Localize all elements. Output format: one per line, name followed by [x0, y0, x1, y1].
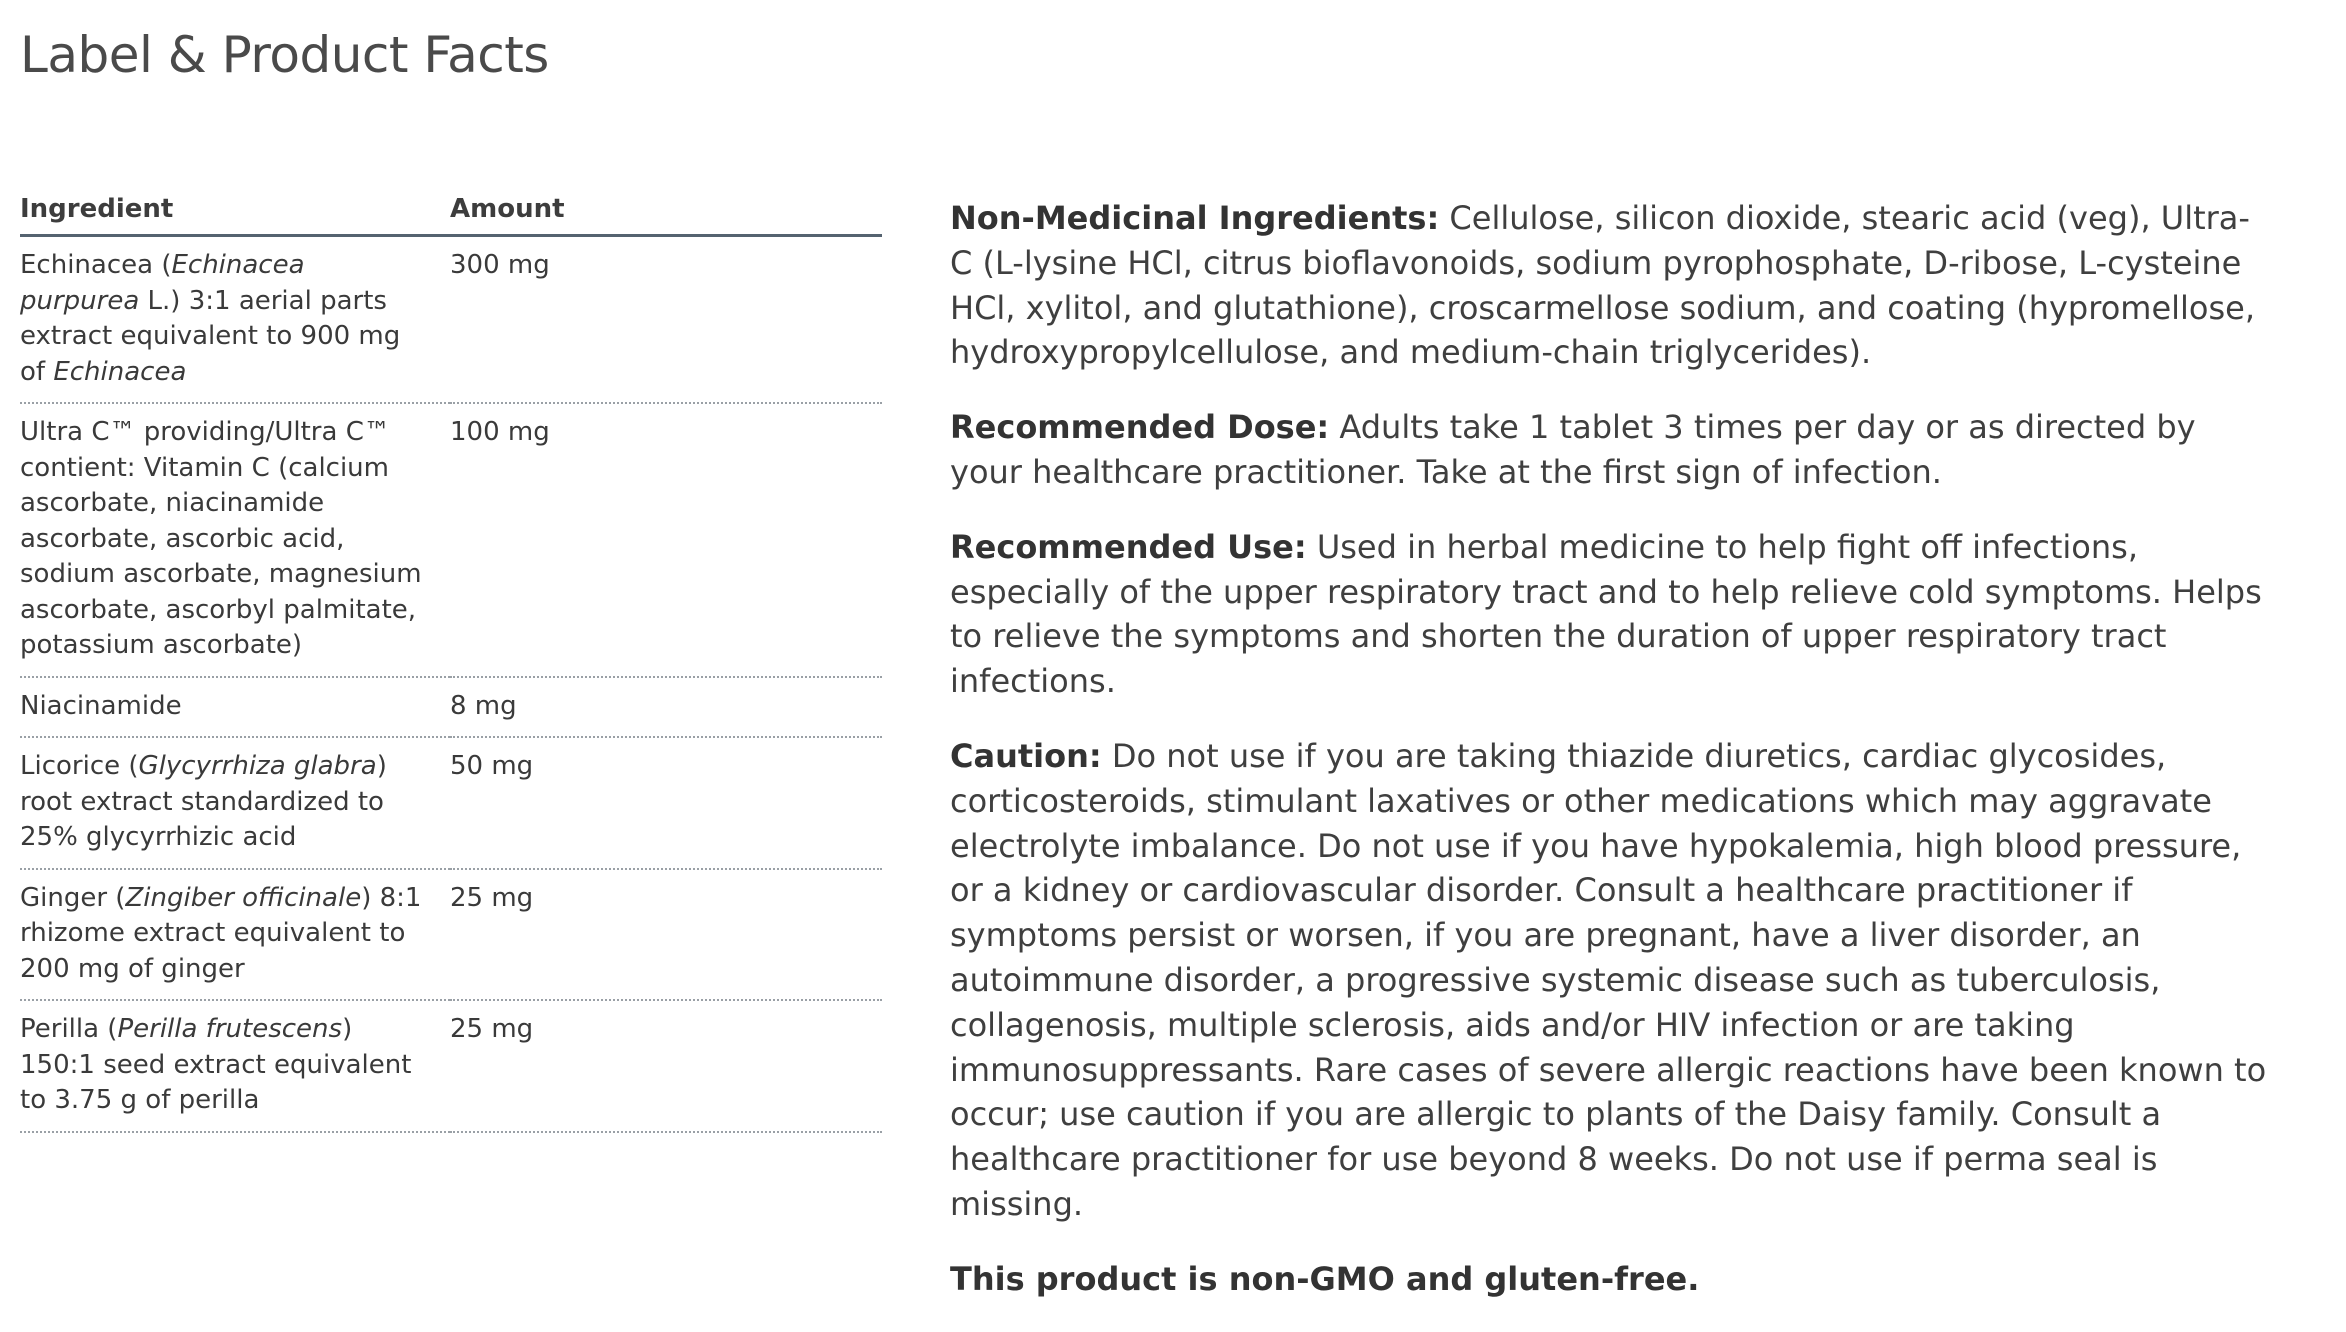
non-medicinal-label: Non-Medicinal Ingredients:: [950, 199, 1440, 237]
ingredient-text: Perilla (: [20, 1014, 118, 1044]
amount-cell: 25 mg: [450, 869, 882, 1001]
recommended-use-label: Recommended Use:: [950, 527, 1307, 566]
table-row: [20, 1000, 882, 1132]
caution-text: Do not use if you are taking thiazide diuretics, cardiac glycosides, corticosteroids, stimulant laxatives or other medications which may aggravate electrolyte imbalance. Do not use if you have hypokalemia, high blood pressure, or a kidney or cardiovascular disorder. Consult a healthcare practitioner if symptoms persist or worsen, if you are pregnant, have a liver disorder, an autoimmune disorder, a progressive systemic disease such as tuberculosis, collagenosis, multiple sclerosis, aids and/or HIV infection or are taking immunosuppressants. Rare cases of severe allergic reactions have been known to occur; use caution if you are allergic to plants of the Daisy family. Consult a healthcare practitioner for use beyond 8 weeks. Do not use if perma seal is missing.: [950, 736, 2267, 1223]
table-row: [20, 236, 882, 404]
amount-cell: 300 mg: [450, 236, 882, 404]
table-row: [20, 869, 882, 1001]
amount-cell: 8 mg: [450, 677, 882, 738]
ingredient-cell: [20, 677, 450, 738]
ingredient-cell: [20, 403, 450, 677]
ingredient-text: Licorice (: [20, 751, 139, 781]
non-gmo-statement: [950, 1257, 2270, 1302]
ingredient-text: ) root extract standardized to 25% glycyrrhizic acid: [20, 751, 387, 852]
recommended-use-text: Used in herbal medicine to help fight off infections, especially of the upper respiratory tract and to help relieve cold symptoms. Helps to relieve the symptoms and shorten the duration of upper respiratory tract infections.: [950, 527, 2262, 701]
ingredient-text: ) 150:1 seed extract equivalent to 3.75 g of perilla: [20, 1014, 412, 1115]
ingredient-botanical-name: Glycyrrhiza glabra: [138, 751, 377, 781]
ingredients-table: [20, 186, 882, 1133]
ingredient-rows: [20, 236, 882, 1132]
ingredient-cell: [20, 869, 450, 1001]
ingredient-text: Echinacea (: [20, 250, 172, 280]
table-row: [20, 737, 882, 869]
table-row: [20, 403, 882, 677]
recommended-use: [950, 525, 2270, 704]
ingredient-botanical-name: Echinacea purpurea: [20, 250, 305, 316]
amount-cell: 50 mg: [450, 737, 882, 869]
ingredient-cell: [20, 236, 450, 404]
amount-cell: 100 mg: [450, 403, 882, 677]
product-info: [950, 196, 2270, 1332]
ingredient-botanical-name: Perilla frutescens: [117, 1014, 343, 1044]
amount-column-header: Amount: [450, 186, 882, 236]
recommended-dose-label: Recommended Dose:: [950, 408, 1330, 447]
recommended-dose: [950, 405, 2270, 495]
ingredient-cell: [20, 1000, 450, 1132]
non-medicinal-ingredients: [950, 196, 2270, 375]
ingredient-text: ) 8:1 rhizome extract equivalent to 200 mg of ginger: [20, 882, 422, 984]
ingredient-cell: [20, 737, 450, 869]
ingredient-text: Ginger (: [20, 882, 126, 913]
amount-cell: 25 mg: [450, 1000, 882, 1132]
table-header-row: [20, 186, 882, 236]
non-gmo-text: This product is non-GMO and gluten-free.: [950, 1259, 1700, 1298]
ingredient-botanical-name: Echinacea: [53, 356, 187, 387]
ingredient-text: Niacinamide: [20, 690, 182, 721]
non-medicinal-text: Cellulose, silicon dioxide, stearic acid (veg), Ultra-C (L-lysine HCl, citrus bioflavonoids, sodium pyrophosphate, D-ribose, L-cysteine HCl, xylitol, and glutathione), croscarmellose sodium, and coating (hypromellose, hydroxypropylcellulose, and medium-chain triglycerides).: [950, 199, 2256, 372]
recommended-dose-text: Adults take 1 tablet 3 times per day or as directed by your healthcare practitioner. Take at the first sign of infection.: [950, 408, 2196, 491]
ingredient-botanical-name: Zingiber officinale: [125, 882, 362, 913]
caution-label: Caution:: [950, 736, 1102, 775]
ingredient-column-header: Ingredient: [20, 186, 450, 236]
ingredient-text: L.) 3:1 aerial parts extract equivalent to 900 mg of: [20, 285, 401, 387]
ingredient-text: Ultra C™ providing/Ultra C™ contient: Vitamin C (calcium ascorbate, niacinamide ascorbate, ascorbic acid, sodium ascorbate, magnesium ascorbate, ascorbyl palmitate, potassium ascorbate): [20, 417, 422, 660]
caution: [950, 734, 2270, 1227]
table-row: [20, 677, 882, 738]
page-title: Label & Product Facts: [20, 26, 549, 84]
